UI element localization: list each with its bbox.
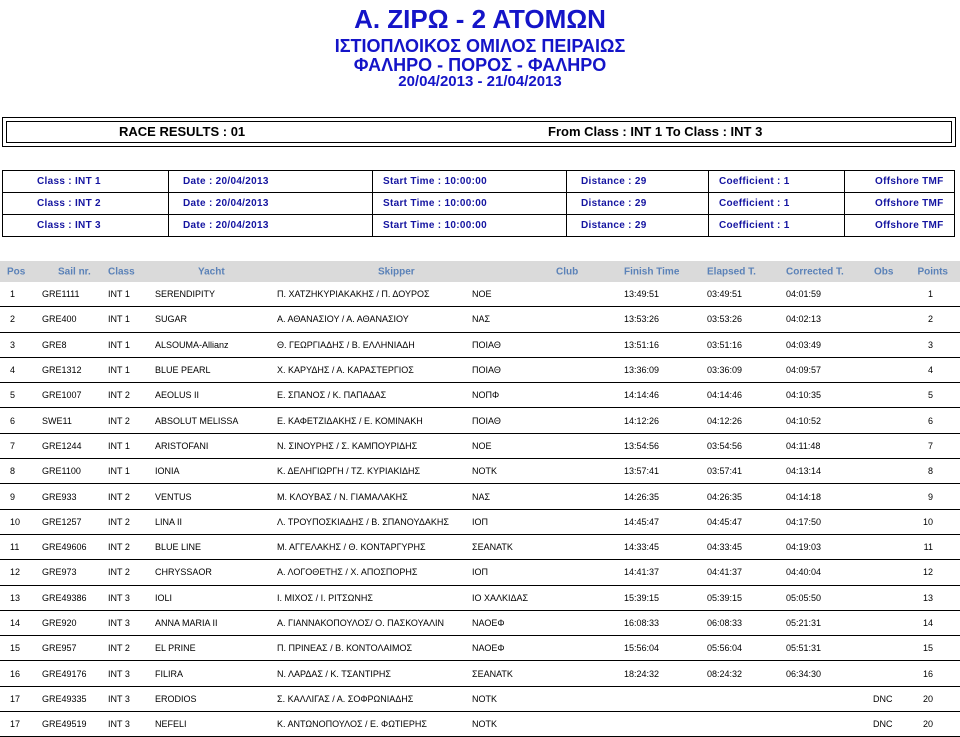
sail-number-cell: GRE49176 [42, 668, 87, 679]
race-route: ΦΑΛΗΡΟ - ΠΟΡΟΣ - ΦΑΛΗΡΟ [353, 55, 607, 75]
finish-time-cell: 13:53:26 [624, 314, 660, 325]
skipper-cell: Ε. ΚΑΦΕΤΖΙΔΑΚΗΣ / Ε. ΚΟΜΙΝΑΚΗ [277, 415, 423, 426]
skipper-cell: Κ. ΔΕΛΗΓΙΩΡΓΗ / ΤΖ. ΚΥΡΙΑΚΙΔΗΣ [277, 466, 421, 477]
race-dates: 20/04/2013 - 21/04/2013 [398, 73, 562, 90]
points-cell: 8 [927, 466, 933, 477]
position-cell: 10 [10, 516, 21, 527]
position-cell: 11 [10, 542, 20, 553]
class-cell: INT 3 [108, 592, 130, 603]
elapsed-time-cell: 03:51:16 [707, 339, 743, 350]
col-header-corrected: Corrected T. [786, 266, 844, 277]
class-cell: INT 1 [108, 466, 130, 477]
sail-number-cell: GRE1111 [42, 289, 80, 300]
skipper-cell: Α. ΑΘΑΝΑΣΙΟΥ / Α. ΑΘΑΝΑΣΙΟΥ [277, 314, 409, 325]
points-cell: 6 [927, 415, 933, 426]
club-cell: ΝΟΠΦ [472, 390, 500, 401]
result-row [0, 434, 960, 459]
yacht-name-cell: BLUE PEARL [155, 365, 211, 376]
obs-cell: DNC [873, 693, 893, 704]
corrected-time-cell: 04:40:04 [786, 567, 822, 578]
results-rows [0, 282, 960, 737]
club-cell: ΝΟΕ [472, 289, 492, 300]
col-header-class: Class [108, 266, 135, 277]
col-header-pos: Pos [7, 266, 26, 277]
sail-number-cell: GRE1100 [42, 466, 81, 477]
corrected-time-cell: 04:13:14 [786, 466, 822, 477]
skipper-cell: Α. ΛΟΓΟΘΕΤΗΣ / Χ. ΑΠΟΣΠΟΡΗΣ [277, 567, 418, 578]
position-cell: 16 [10, 668, 21, 679]
class-cell: INT 1 [108, 365, 130, 376]
organizing-club: ΙΣΤΙΟΠΛΟΙΚΟΣ ΟΜΙΛΟΣ ΠΕΙΡΑΙΩΣ [334, 36, 626, 56]
obs-cell: DNC [873, 719, 893, 730]
position-cell: 1 [10, 289, 16, 300]
result-row [0, 661, 960, 686]
position-cell: 15 [10, 643, 21, 654]
class-info-row [3, 215, 955, 237]
sail-number-cell: GRE1312 [42, 365, 82, 376]
club-cell: ΝΟΤΚ [472, 719, 498, 730]
sail-number-cell: GRE49606 [42, 542, 87, 553]
points-cell: 7 [927, 440, 933, 451]
rating-rule-label: Offshore TMF [845, 193, 955, 215]
col-header-finish: Finish Time [624, 266, 680, 277]
yacht-name-cell: ERODIOS [155, 693, 197, 704]
start-time-label: Start Time : 10:00:00 [373, 171, 567, 193]
class-cell: INT 1 [108, 440, 130, 451]
result-row [0, 611, 960, 636]
elapsed-time-cell: 03:53:26 [707, 314, 743, 325]
col-header-elapsed: Elapsed T. [707, 266, 756, 277]
class-cell: INT 2 [108, 415, 130, 426]
club-cell: ΣΕΑΝΑΤΚ [472, 668, 513, 679]
result-row [0, 333, 960, 358]
corrected-time-cell: 04:19:03 [786, 542, 822, 553]
position-cell: 9 [10, 491, 16, 502]
coefficient-label: Coefficient : 1 [709, 171, 845, 193]
club-cell: ΙΟ ΧΑΛΚΙΔΑΣ [472, 592, 529, 603]
club-cell: ΝΑΣ [472, 314, 491, 325]
elapsed-time-cell: 05:39:15 [707, 592, 743, 603]
finish-time-cell: 13:57:41 [624, 466, 660, 477]
sail-number-cell: GRE49386 [42, 592, 87, 603]
yacht-name-cell: EL PRINE [155, 643, 196, 654]
skipper-cell: Λ. ΤΡΟΥΠΟΣΚΙΑΔΗΣ / Β. ΣΠΑΝΟΥΔΑΚΗΣ [277, 516, 449, 527]
col-header-yacht: Yacht [198, 266, 225, 277]
yacht-name-cell: IONIA [155, 466, 180, 477]
result-row [0, 383, 960, 408]
elapsed-time-cell: 04:41:37 [707, 567, 743, 578]
rating-rule-label: Offshore TMF [845, 215, 955, 237]
class-label: Class : INT 1 [3, 171, 169, 193]
points-cell: 5 [927, 390, 933, 401]
class-cell: INT 1 [108, 289, 130, 300]
elapsed-time-cell: 06:08:33 [707, 618, 743, 628]
corrected-time-cell: 04:17:50 [786, 516, 822, 527]
results-table [0, 261, 960, 737]
start-time-label: Start Time : 10:00:00 [373, 193, 567, 215]
club-cell: ΝΑΟΕΦ [472, 618, 505, 628]
yacht-name-cell: LINA II [155, 516, 183, 527]
elapsed-time-cell: 03:57:41 [707, 466, 743, 477]
corrected-time-cell: 05:21:31 [786, 618, 822, 628]
points-cell: 14 [922, 618, 933, 628]
elapsed-time-cell: 03:36:09 [707, 365, 743, 376]
position-cell: 5 [10, 390, 16, 401]
corrected-time-cell: 04:14:18 [786, 491, 822, 502]
class-cell: INT 2 [108, 390, 130, 401]
result-row [0, 307, 960, 332]
distance-label: Distance : 29 [567, 171, 709, 193]
elapsed-time-cell: 08:24:32 [707, 668, 743, 679]
result-row [0, 358, 960, 383]
club-cell: ΠΟΙΑΘ [472, 339, 501, 350]
corrected-time-cell: 04:11:48 [786, 440, 821, 451]
result-row [0, 586, 960, 611]
points-cell: 16 [922, 668, 933, 679]
results-header-row [0, 261, 960, 282]
points-cell: 10 [922, 516, 933, 527]
sail-number-cell: GRE49519 [42, 719, 87, 730]
club-cell: ΝΟΤΚ [472, 693, 498, 704]
sail-number-cell: GRE920 [42, 618, 77, 628]
finish-time-cell: 14:33:45 [624, 542, 660, 553]
club-cell: ΝΟΤΚ [472, 466, 498, 477]
yacht-name-cell: SERENDIPITY [155, 289, 216, 300]
elapsed-time-cell: 04:45:47 [707, 516, 743, 527]
skipper-cell: Σ. ΚΑΛΛΙΓΑΣ / Α. ΣΟΦΡΩΝΙΑΔΗΣ [277, 693, 414, 704]
skipper-cell: Κ. ΑΝΤΩΝΟΠΟΥΛΟΣ / Ε. ΦΩΤΙΕΡΗΣ [277, 719, 427, 730]
finish-time-cell: 13:51:16 [624, 339, 660, 350]
date-label: Date : 20/04/2013 [169, 171, 373, 193]
date-label: Date : 20/04/2013 [169, 193, 373, 215]
points-cell: 4 [927, 365, 933, 376]
club-cell: ΠΟΙΑΘ [472, 365, 501, 376]
class-cell: INT 2 [108, 567, 130, 578]
race-results-label: RACE RESULTS : 01 [119, 124, 246, 139]
result-row [0, 535, 960, 560]
points-cell: 13 [922, 592, 933, 603]
points-cell: 12 [922, 567, 933, 578]
elapsed-time-cell: 05:56:04 [707, 643, 743, 654]
class-info-body [3, 171, 955, 237]
position-cell: 7 [10, 440, 16, 451]
col-header-points: Points [917, 266, 948, 277]
club-cell: ΙΟΠ [472, 516, 489, 527]
skipper-cell: Ι. ΜΙΧΟΣ / Ι. ΡΙΤΣΩΝΗΣ [277, 592, 373, 603]
yacht-name-cell: NEFELI [155, 719, 187, 730]
club-cell: ΠΟΙΑΘ [472, 415, 501, 426]
sail-number-cell: GRE957 [42, 643, 77, 654]
points-cell: 2 [927, 314, 933, 325]
elapsed-time-cell: 03:54:56 [707, 440, 743, 451]
skipper-cell: Ν. ΣΙΝΟΥΡΗΣ / Σ. ΚΑΜΠΟΥΡΙΔΗΣ [277, 440, 418, 451]
yacht-name-cell: ARISTOFANI [155, 440, 209, 451]
points-cell: 1 [927, 289, 933, 300]
race-results-banner [2, 117, 956, 147]
skipper-cell: Ν. ΛΑΡΔΑΣ / Κ. ΤΣΑΝΤΙΡΗΣ [277, 668, 391, 679]
club-cell: ΝΑΣ [472, 491, 491, 502]
points-cell: 20 [922, 719, 933, 730]
skipper-cell: Μ. ΚΛΟΥΒΑΣ / Ν. ΓΙΑΜΑΛΑΚΗΣ [277, 491, 408, 502]
rating-rule-label: Offshore TMF [845, 171, 955, 193]
elapsed-time-cell: 04:12:26 [707, 415, 743, 426]
corrected-time-cell: 04:01:59 [786, 289, 822, 300]
corrected-time-cell: 06:34:30 [786, 668, 822, 679]
class-label: Class : INT 3 [3, 215, 169, 237]
points-cell: 15 [922, 643, 933, 654]
skipper-cell: Α. ΓΙΑΝΝΑΚΟΠΟΥΛΟΣ/ Ο. ΠΑΣΚΟΥΑΛΙΝ [277, 618, 444, 628]
corrected-time-cell: 04:02:13 [786, 314, 822, 325]
class-info-row [3, 193, 955, 215]
position-cell: 17 [10, 693, 21, 704]
yacht-name-cell: ALSOUMA-Allianz [155, 339, 229, 350]
regatta-title: A. ΖΙΡΩ - 2 ΑΤΟΜΩΝ [354, 4, 606, 34]
skipper-cell: Π. ΧΑΤΖΗΚΥΡΙΑΚΑΚΗΣ / Π. ΔΟΥΡΟΣ [277, 289, 430, 300]
elapsed-time-cell: 04:33:45 [707, 542, 743, 553]
distance-label: Distance : 29 [567, 193, 709, 215]
class-cell: INT 2 [108, 516, 130, 527]
coefficient-label: Coefficient : 1 [709, 215, 845, 237]
finish-time-cell: 14:26:35 [624, 491, 660, 502]
elapsed-time-cell: 04:14:46 [707, 390, 743, 401]
yacht-name-cell: ANNA MARIA II [155, 618, 218, 628]
position-cell: 12 [10, 567, 21, 578]
class-cell: INT 2 [108, 491, 130, 502]
class-info-table [2, 170, 955, 237]
class-cell: INT 3 [108, 693, 130, 704]
position-cell: 3 [10, 339, 16, 350]
skipper-cell: Π. ΠΡΙΝΕΑΣ / Β. ΚΟΝΤΟΛΑΙΜΟΣ [277, 643, 413, 654]
sail-number-cell: GRE1007 [42, 390, 82, 401]
club-cell: ΝΑΟΕΦ [472, 643, 505, 654]
yacht-name-cell: ABSOLUT MELISSA [155, 415, 239, 426]
corrected-time-cell: 05:51:31 [786, 643, 822, 654]
skipper-cell: Μ. ΑΓΓΕΛΑΚΗΣ / Θ. ΚΟΝΤΑΡΓΥΡΗΣ [277, 542, 426, 553]
yacht-name-cell: AEOLUS II [155, 390, 200, 401]
position-cell: 17 [10, 719, 21, 730]
class-cell: INT 3 [108, 618, 130, 628]
club-cell: ΙΟΠ [472, 567, 489, 578]
corrected-time-cell: 04:09:57 [786, 365, 822, 376]
col-header-sail: Sail nr. [58, 266, 91, 277]
class-cell: INT 3 [108, 719, 130, 730]
class-cell: INT 2 [108, 542, 130, 553]
result-row [0, 510, 960, 535]
finish-time-cell: 14:45:47 [624, 516, 660, 527]
result-row [0, 282, 960, 307]
start-time-label: Start Time : 10:00:00 [373, 215, 567, 237]
sail-number-cell: SWE11 [42, 415, 72, 426]
coefficient-label: Coefficient : 1 [709, 193, 845, 215]
club-cell: ΣΕΑΝΑΤΚ [472, 542, 513, 553]
finish-time-cell: 13:36:09 [624, 365, 660, 376]
finish-time-cell: 14:14:46 [624, 390, 660, 401]
club-cell: ΝΟΕ [472, 440, 492, 451]
result-row [0, 459, 960, 484]
yacht-name-cell: FILIRA [155, 668, 184, 679]
finish-time-cell: 14:12:26 [624, 415, 660, 426]
sail-number-cell: GRE8 [42, 339, 67, 350]
result-row [0, 484, 960, 509]
class-cell: INT 1 [108, 314, 130, 325]
finish-time-cell: 14:41:37 [624, 567, 660, 578]
sail-number-cell: GRE933 [42, 491, 77, 502]
points-cell: 3 [927, 339, 933, 350]
corrected-time-cell: 05:05:50 [786, 592, 822, 603]
date-label: Date : 20/04/2013 [169, 215, 373, 237]
finish-time-cell: 13:54:56 [624, 440, 660, 451]
col-header-obs: Obs [874, 266, 894, 277]
finish-time-cell: 15:39:15 [624, 592, 660, 603]
position-cell: 4 [10, 365, 16, 376]
position-cell: 14 [10, 618, 21, 628]
position-cell: 13 [10, 592, 21, 603]
col-header-club: Club [556, 266, 579, 277]
skipper-cell: Θ. ΓΕΩΡΓΙΑΔΗΣ / Β. ΕΛΛΗΝΙΑΔΗ [277, 339, 415, 350]
result-row [0, 687, 960, 712]
points-cell: 9 [927, 491, 933, 502]
yacht-name-cell: CHRYSSAOR [155, 567, 212, 578]
yacht-name-cell: SUGAR [155, 314, 188, 325]
class-range-label: From Class : INT 1 To Class : INT 3 [548, 124, 763, 139]
corrected-time-cell: 04:10:35 [786, 390, 822, 401]
yacht-name-cell: VENTUS [155, 491, 192, 502]
sail-number-cell: GRE49335 [42, 693, 87, 704]
result-row [0, 636, 960, 661]
points-cell: 11 [923, 542, 933, 553]
class-cell: INT 1 [108, 339, 130, 350]
sail-number-cell: GRE1257 [42, 516, 82, 527]
finish-time-cell: 13:49:51 [624, 289, 660, 300]
corrected-time-cell: 04:10:52 [786, 415, 822, 426]
sail-number-cell: GRE1244 [42, 440, 82, 451]
sail-number-cell: GRE973 [42, 567, 77, 578]
result-row [0, 560, 960, 585]
elapsed-time-cell: 03:49:51 [707, 289, 743, 300]
elapsed-time-cell: 04:26:35 [707, 491, 743, 502]
finish-time-cell: 16:08:33 [624, 618, 660, 628]
yacht-name-cell: BLUE LINE [155, 542, 202, 553]
class-cell: INT 3 [108, 668, 130, 679]
finish-time-cell: 15:56:04 [624, 643, 660, 654]
skipper-cell: Ε. ΣΠΑΝΟΣ / Κ. ΠΑΠΑΔΑΣ [277, 390, 387, 401]
corrected-time-cell: 04:03:49 [786, 339, 822, 350]
finish-time-cell: 18:24:32 [624, 668, 660, 679]
sail-number-cell: GRE400 [42, 314, 77, 325]
result-row [0, 712, 960, 737]
skipper-cell: Χ. ΚΑΡΥΔΗΣ / Α. ΚΑΡΑΣΤΕΡΓΙΟΣ [277, 365, 414, 376]
position-cell: 6 [10, 415, 16, 426]
result-row [0, 408, 960, 433]
col-header-skipper: Skipper [378, 266, 415, 277]
position-cell: 2 [10, 314, 16, 325]
class-info-row [3, 171, 955, 193]
points-cell: 20 [922, 693, 933, 704]
class-cell: INT 2 [108, 643, 130, 654]
class-label: Class : INT 2 [3, 193, 169, 215]
position-cell: 8 [10, 466, 16, 477]
distance-label: Distance : 29 [567, 215, 709, 237]
yacht-name-cell: IOLI [155, 592, 173, 603]
